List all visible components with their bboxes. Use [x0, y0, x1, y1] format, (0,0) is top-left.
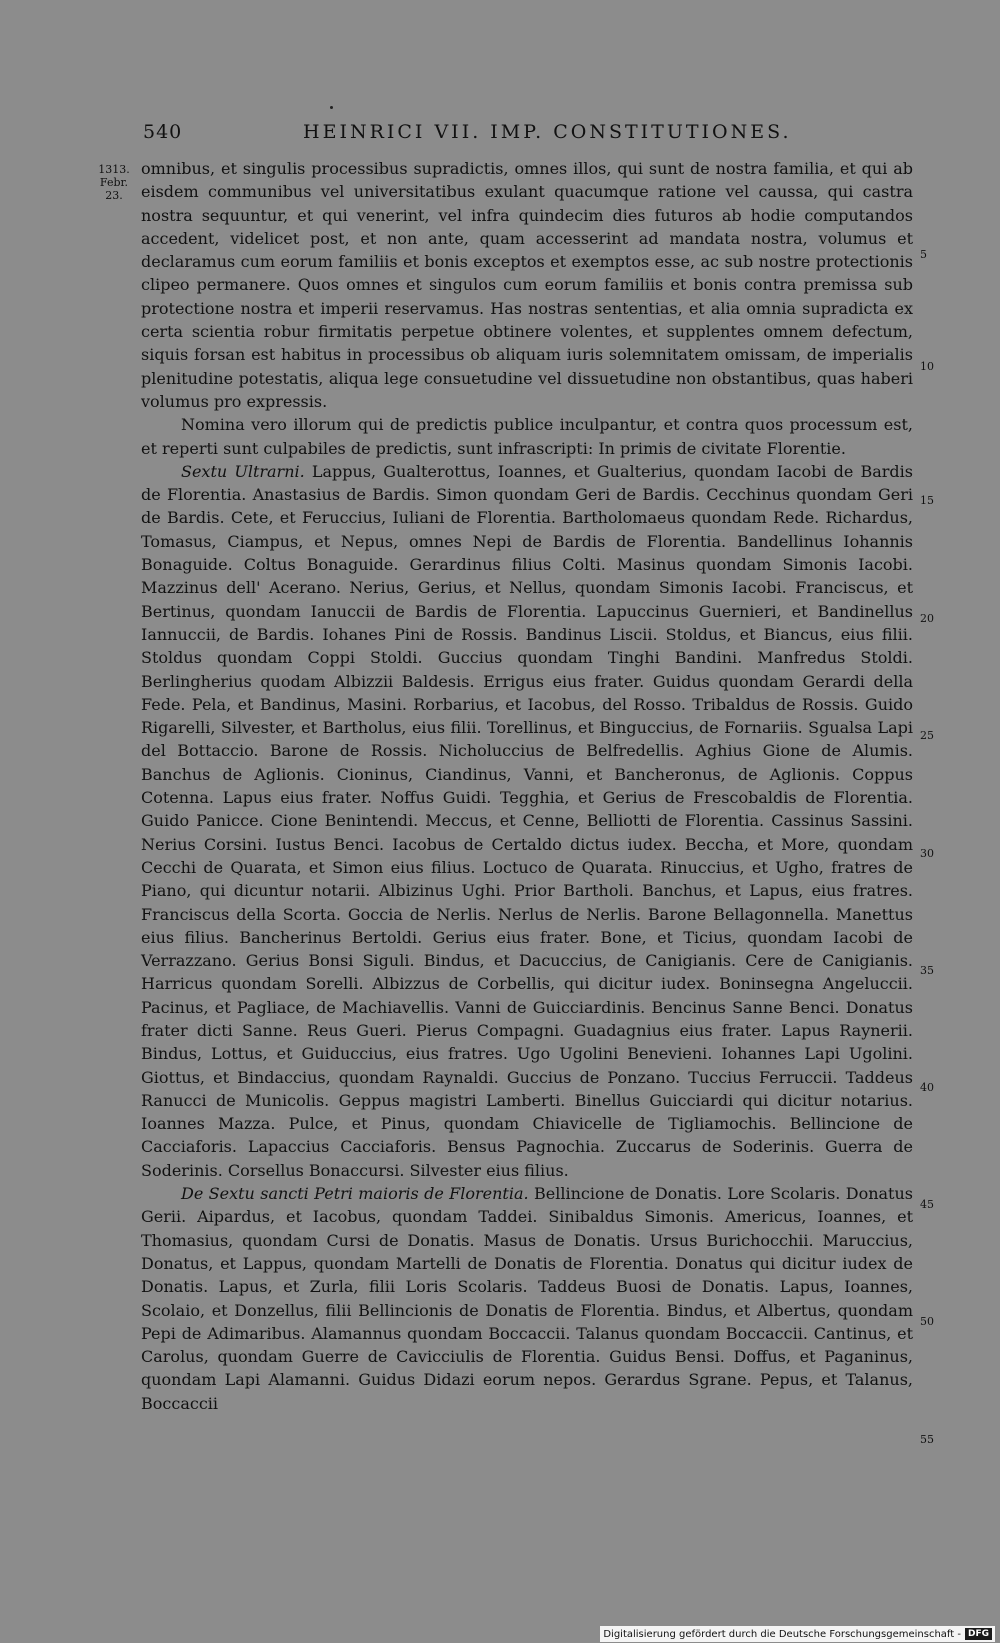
dfg-logo: DFG — [965, 1628, 992, 1640]
line-number: 10 — [920, 360, 934, 373]
paragraph-4-text: Bellincione de Donatis. Lore Scolaris. Donatus Gerii. Aipardus, et Iacobus, quondam Taddei. Sinibaldus Simonis. Americus, Ioannes, et Thomasius, quondam Cursi de Donatis. Masus de Donatis. Ursus Burichocchii. Maruccius, Donatus, et Lappus, quondam Martelli de Donatis de Florentia. Donatus qui dicitur iudex de Donatis. Lapus, et Zurla, filii Loris Scolaris. Taddeus Buosi de Donatis. Lapus, Ioannes, Scolaio, et Donzellus, filii Bellincionis de Donatis de Florentia. Bindus, et Albertus, quondam Pepi de Adimaribus. Alamannus quondam Boccaccii. Talanus quondam Boccaccii. Cantinus, et Carolus, quondam Guerre de Cavicciulis de Florentia. Guidus Bensi. Doffus, et Paganinus, quondam Lapi Alamanni. Guidus Didazi eorum nepos. Gerardus Sgrane. Pepus, et Talanus, Boccaccii — [141, 1184, 913, 1413]
page-number: 540 — [143, 121, 183, 143]
page-header — [143, 121, 914, 147]
main-text — [141, 157, 913, 1415]
paragraph-2 — [141, 413, 913, 460]
line-number: 40 — [920, 1081, 934, 1094]
line-number: 15 — [920, 494, 934, 507]
margin-month: Febr. — [99, 176, 129, 189]
section-heading-petri: De Sextu sancti Petri maioris de Florentia. — [181, 1184, 529, 1204]
line-number: 5 — [920, 248, 927, 261]
footer-credit: Digitalisierung gefördert durch die Deutsche Forschungsgemeinschaft - — [603, 1628, 961, 1640]
ink-dot — [330, 106, 333, 109]
paragraph-3-text: Lappus, Gualterottus, Ioannes, et Gualterius, quondam Iacobi de Bardis de Florentia. Anastasius de Bardis. Simon quondam Geri de Bardis. Cecchinus quondam Geri de Bardis. Cete, et Feruccius, Iuliani de Florentia. Bartholomaeus quondam Rede. Richardus, Tomasus, Ciampus, et Nepus, omnes Nepi de Bardis de Florentia. Bandellinus Iohannis Bonaguide. Coltus Bonaguide. Gerardinus filius Colti. Masinus quondam Simonis Iacobi. Mazzinus dell' Acerano. Nerius, Gerius, et Nellus, quondam Simonis Iacobi. Franciscus, et Bertinus, quondam Ianuccii de Bardis de Florentia. Lapuccinus Guernieri, et Bandinellus Iannuccii, de Bardis. Iohanes Pini de Rossis. Bandinus Liscii. Stoldus, et Biancus, eius filii. Stoldus quondam Coppi Stoldi. Guccius quondam Tinghi Bandini. Manfredus Stoldi. Berlingherius quodam Albizzii Baldesis. Errigus eius frater. Guidus quondam Gerardi della Fede. Pela, et Bandinus, Masini. Rorbarius, et Iacobus, del Rosso. Tribaldus de Rossis. Guido Rigarelli, Silvester, et Bartholus, eius filii. Torellinus, et Binguccius, de Fornariis. Sgualsa Lapi del Bottaccio. Barone de Rossis. Nicholuccius de Belfredellis. Aghius Gione de Alumis. Banchus de Aglionis. Cioninus, Ciandinus, Vanni, et Bancheronus, de Aglionis. Coppus Cotenna. Lapus eius frater. Noffus Guidi. Tegghia, et Gerius de Frescobaldis de Florentia. Guido Panicce. Cione Benintendi. Meccus, et Cenne, Belliotti de Florentia. Cassinus Sassini. Nerius Corsini. Iustus Benci. Iacobus de Certaldo dictus iudex. Beccha, et More, quondam Cecchi de Quarata, et Simon eius filius. Loctuco de Quarata. Rinuccius, et Ugho, fratres de Piano, qui dicuntur notarii. Albizinus Ughi. Prior Bartholi. Banchus, et Lapus, eius fratres. Franciscus della Scorta. Goccia de Nerlis. Nerlus de Nerlis. Barone Bellagonnella. Manettus eius filius. Bancherinus Bertoldi. Gerius eius frater. Bone, et Ticius, quondam Iacobi de Verrazzano. Gerius Bonsi Siguli. Bindus, et Dacuccius, de Canigianis. Cere de Canigianis. Harricus quondam Sorelli. Albizzus de Corbellis, qui dicitur iudex. Boninsegna Angeluccii. Pacinus, et Pagliace, de Machiavellis. Vanni de Guicciardinis. Bencinus Sanne Benci. Donatus frater dicti Sanne. Reus Gueri. Pierus Compagni. Guadagnius eius frater. Lapus Raynerii. Bindus, Lottus, et Guiduccius, eius fratres. Ugo Ugolini Benevieni. Iohannes Lapi Ugolini. Giottus, et Bindaccius, quondam Raynaldi. Guccius de Ponzano. Tuccius Ferruccii. Taddeus Ranucci de Municolis. Geppus magistri Lamberti. Binellus Guicciardi qui dicitur notarius. Ioannes Mazza. Pulce, et Pinus, quondam Chiavicelle de Tigliamochis. Bellincione de Cacciaforis. Lapaccius Cacciaforis. Bensus Pagnochia. Zuccarus de Soderinis. Guerra de Soderinis. Corsellus Bonaccursi. Silvester eius filius. — [141, 461, 913, 1180]
line-number: 55 — [920, 1433, 934, 1446]
line-number: 30 — [920, 847, 934, 860]
digitization-footer — [600, 1626, 995, 1642]
line-number: 50 — [920, 1315, 934, 1328]
line-number: 45 — [920, 1198, 934, 1211]
paragraph-4 — [141, 1182, 913, 1415]
margin-year: 1313. — [98, 163, 130, 176]
line-number: 20 — [920, 612, 934, 625]
paragraph-3 — [141, 460, 913, 1182]
paragraph-1 — [141, 157, 913, 413]
margin-date-note — [93, 163, 135, 202]
paragraph-1-text: omnibus, et singulis processibus supradictis, omnes illos, qui sunt de nostra familia, et qui ab eisdem communibus vel universitatibus exulant quacumque ratione vel caussa, qui castra nostra sequuntur, et qui venerint, vel infra quindecim dies futuros ab hodie computandos accedent, videlicet post, et non ante, quam accesserint ad mandata nostra, volumus et declaramus cum eorum familiis et bonis exceptos et exemptos esse, ac sub nostre protectionis clipeo permanere. Quos omnes et singulos cum eorum familiis et bonis contra premissa sub protectione nostra et imperii reservamus. Has nostras sententias, et alia omnia supradicta ex certa scientia robur firmitatis perpetue obtinere volentes, et supplentes omnem defectum, siquis forsan est habitus in processibus ob aliquam iuris solemnitatem omissam, de imperialis plenitudine potestatis, aliqua lege consuetudine vel dissuetudine non obstantibus, quas haberi volumus pro expressis. — [141, 159, 913, 411]
running-title: HEINRICI VII. IMP. CONSTITUTIONES. — [303, 121, 792, 143]
line-number: 35 — [920, 964, 934, 977]
line-number: 25 — [920, 729, 934, 742]
margin-day: 23. — [105, 189, 123, 202]
paragraph-2-text: Nomina vero illorum qui de predictis publice inculpantur, et contra quos processum est, et reperti sunt culpabiles de predictis, sunt infrascripti: In primis de civitate Florentie. — [141, 415, 913, 458]
section-heading-ultrarni: Sextu Ultrarni. — [181, 461, 305, 481]
